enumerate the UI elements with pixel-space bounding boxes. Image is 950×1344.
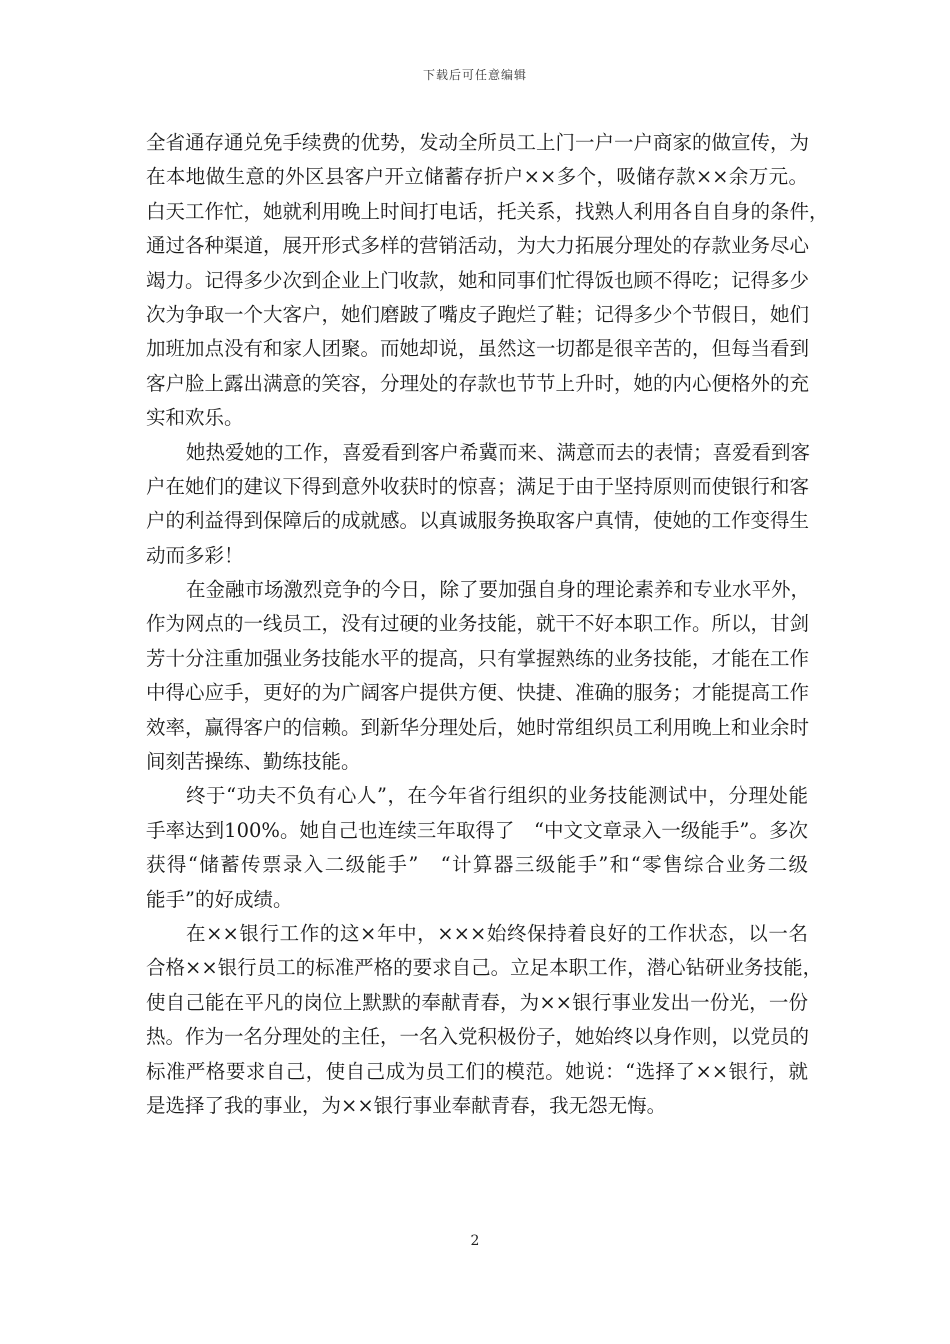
text-line: 是选择了我的事业，为××银行事业奉献青春，我无怨无悔。 bbox=[146, 1093, 667, 1117]
text-line: 间刻苦操练、勤练技能。 bbox=[146, 750, 361, 774]
text-line: 竭力。记得多少次到企业上门收款，她和同事们忙得饭也顾不得吃；记得多少 bbox=[146, 268, 810, 292]
text-line: 白天工作忙，她就利用晚上时间打电话，托关系，找熟人利用各自自身的条件， bbox=[146, 199, 829, 223]
text-line: 作为网点的一线员工，没有过硬的业务技能，就干不好本职工作。所以，甘剑 bbox=[146, 612, 810, 636]
text-line: 次为争取一个大客户，她们磨跛了嘴皮子跑烂了鞋；记得多少个节假日，她们 bbox=[146, 302, 810, 326]
text-line: 客户脸上露出满意的笑容，分理处的存款也节节上升时，她的内心便格外的充 bbox=[146, 371, 810, 395]
text-line: 在本地做生意的外区县客户开立储蓄存折户××多个，吸储存款××余万元。 bbox=[146, 165, 808, 189]
paragraph bbox=[146, 917, 823, 1123]
text-line: 芳十分注重加强业务技能水平的提高，只有掌握熟练的业务技能，才能在工作 bbox=[146, 646, 810, 670]
text-line: 终于“功夫不负有心人”，在今年省行组织的业务技能测试中，分理处能 bbox=[186, 784, 808, 808]
text-line: 热。作为一名分理处的主任，一名入党积极份子，她始终以身作则，以党员的 bbox=[146, 1025, 810, 1049]
page-header-note: 下载后可任意编辑 bbox=[422, 68, 527, 82]
text-line: 在金融市场激烈竞争的今日，除了要加强自身的理论素养和专业水平外， bbox=[186, 578, 811, 602]
text-line: 动而多彩！ bbox=[146, 543, 244, 567]
paragraph bbox=[146, 573, 811, 779]
text-line: 全省通存通兑免手续费的优势，发动全所员工上门一户一户商家的做宣传，为 bbox=[146, 131, 810, 154]
document-body bbox=[146, 126, 829, 1123]
text-line: 标准严格要求自己，使自己成为员工们的模范。她说：“选择了××银行，就 bbox=[146, 1059, 808, 1083]
text-line: 实和欢乐。 bbox=[146, 406, 244, 430]
text-line: 中得心应手，更好的为广阔客户提供方便、快捷、准确的服务；才能提高工作 bbox=[146, 681, 810, 705]
text-line: 合格××银行员工的标准严格的要求自己。立足本职工作，潜心钻研业务技能， bbox=[146, 956, 823, 980]
text-line: 她热爱她的工作，喜爱看到客户希冀而来、满意而去的表情；喜爱看到客 bbox=[186, 440, 811, 464]
text-line: 户的利益得到保障后的成就感。以真诚服务换取客户真情，使她的工作变得生 bbox=[146, 509, 810, 533]
paragraph bbox=[146, 126, 829, 436]
paragraph bbox=[146, 436, 811, 574]
text-line: 在××银行工作的这×年中，×××始终保持着良好的工作状态，以一名 bbox=[186, 921, 808, 945]
text-line: 能手”的好成绩。 bbox=[146, 887, 293, 911]
text-line: 加班加点没有和家人团聚。而她却说，虽然这一切都是很辛苦的，但每当看到 bbox=[146, 337, 810, 361]
text-line: 手率达到100%。她自己也连续三年取得了 “中文文章录入一级能手”。多次 bbox=[146, 818, 808, 842]
text-line: 通过各种渠道，展开形式多样的营销活动，为大力拓展分理处的存款业务尽心 bbox=[146, 234, 810, 258]
paragraph bbox=[146, 779, 808, 917]
text-line: 使自己能在平凡的岗位上默默的奉献青春，为××银行事业发出一份光，一份 bbox=[146, 990, 808, 1014]
text-line: 效率，赢得客户的信赖。到新华分理处后，她时常组织员工利用晚上和业余时 bbox=[146, 715, 810, 739]
page-number: 2 bbox=[470, 1233, 480, 1249]
text-line: 获得“储蓄传票录入二级能手” “计算器三级能手”和“零售综合业务二级 bbox=[146, 853, 808, 877]
text-line: 户在她们的建议下得到意外收获时的惊喜；满足于由于坚持原则而使银行和客 bbox=[146, 474, 810, 498]
